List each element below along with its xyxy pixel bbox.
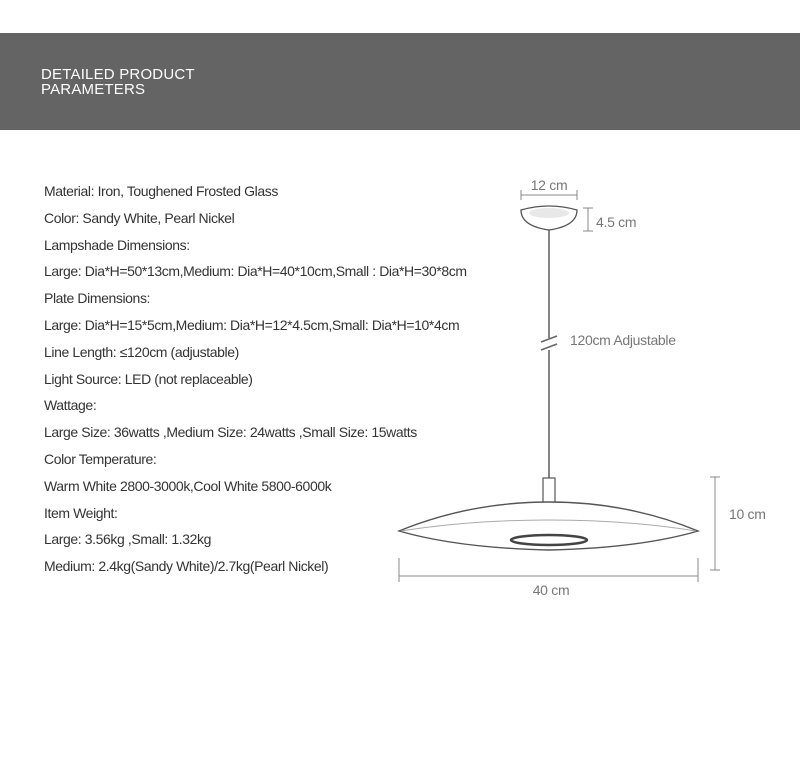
shade-height-label: 10 cm (729, 506, 766, 522)
shade-height-dimension (710, 477, 720, 570)
led-ring (511, 535, 587, 545)
line-length-label: 120cm Adjustable (570, 332, 676, 348)
spec-lampshade-sizes: Large: Dia*H=50*13cm,Medium: Dia*H=40*10cm,Small : Dia*H=30*8cm (44, 263, 467, 280)
spec-weight-heading: Item Weight: (44, 504, 118, 521)
spec-light-source: Light Source: LED (not replaceable) (44, 370, 253, 387)
shade-width-dimension (399, 558, 698, 582)
plate-width-label: 12 cm (530, 177, 568, 193)
shade-width-label: 40 cm (532, 582, 570, 598)
plate-height-dimension (583, 208, 593, 231)
suspension-cable (541, 230, 557, 478)
spec-wattage-heading: Wattage: (44, 397, 97, 414)
spec-wattage-values: Large Size: 36watts ,Medium Size: 24watts ,Small Size: 15watts (44, 424, 417, 441)
spec-material: Material: Iron, Toughened Frosted Glass (44, 183, 278, 199)
plate-height-label: 4.5 cm (596, 214, 637, 230)
spec-color-temp-heading: Color Temperature: (44, 450, 157, 467)
spec-color: Color: Sandy White, Pearl Nickel (44, 209, 235, 226)
shade-connector (543, 478, 555, 503)
spec-plate-sizes: Large: Dia*H=15*5cm,Medium: Dia*H=12*4.5cm,Small: Dia*H=10*4cm (44, 316, 460, 333)
spec-weight-medium: Medium: 2.4kg(Sandy White)/2.7kg(Pearl Nickel) (44, 558, 329, 575)
spec-weight-large-small: Large: 3.56kg ,Small: 1.32kg (44, 531, 212, 548)
spec-plate-heading: Plate Dimensions: (44, 290, 151, 307)
page-title-line-1: DETAILED PRODUCT (41, 66, 195, 83)
spec-color-temp-values: Warm White 2800-3000k,Cool White 5800-6000k (44, 477, 332, 494)
spec-line-length: Line Length: ≤120cm (adjustable) (44, 343, 239, 360)
plate-highlight (529, 208, 569, 218)
spec-lampshade-heading: Lampshade Dimensions: (44, 236, 190, 253)
page-title-line-2: PARAMETERS (41, 81, 146, 98)
